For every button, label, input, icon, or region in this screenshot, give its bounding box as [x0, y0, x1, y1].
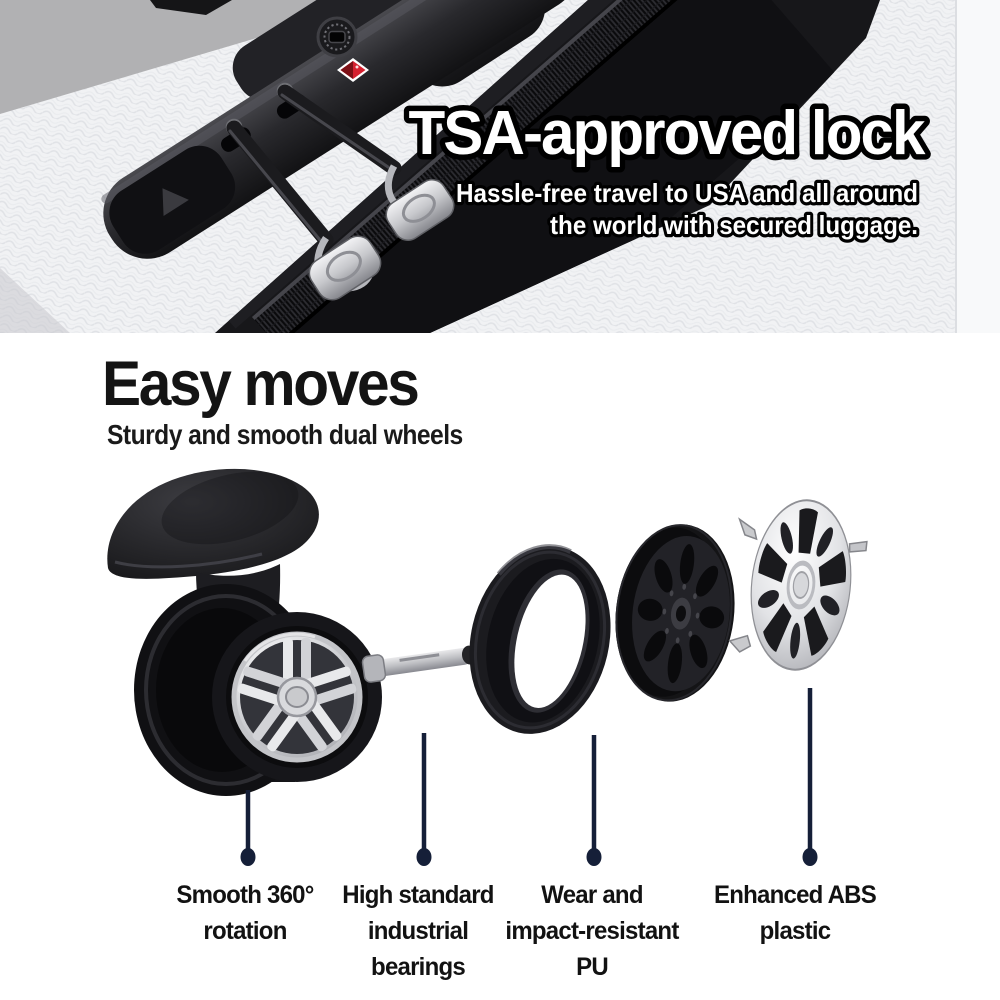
callout-dot: [417, 848, 432, 866]
dual-wheel-assembly: [107, 459, 382, 796]
cap-tab: [738, 519, 759, 539]
feature-label-line: industrial: [367, 917, 469, 945]
feature-label-line: rotation: [203, 917, 287, 945]
axle-pin: [362, 641, 479, 683]
wheel-hub-core: [606, 517, 745, 708]
abs-spoke-cap: [724, 493, 870, 676]
keyhole-icon: [329, 32, 345, 43]
feature-label-line: Wear and: [541, 881, 643, 909]
tsa-lock-photo: [0, 0, 1000, 333]
hero-subtitle-line2: the world with secured luggage.: [550, 210, 918, 240]
feature-label-line: High standard: [342, 881, 494, 909]
hero-title: TSA-approved lock: [408, 99, 926, 168]
cap-tab: [729, 634, 752, 653]
wheel-exploded-diagram: [0, 450, 1000, 870]
feature-label-line: Enhanced ABS: [714, 881, 876, 909]
callout-dot: [587, 848, 602, 866]
feature-label-line: PU: [576, 953, 608, 981]
feature-label-line: bearings: [371, 953, 465, 981]
hero-subtitle-line1: Hassle-free travel to USA and all around: [456, 178, 918, 208]
feature-label-line: Smooth 360°: [176, 881, 314, 909]
feature-label-pu: [482, 877, 703, 985]
front-wheel: [212, 612, 382, 782]
tsa-lock-photo-section: [0, 0, 1000, 333]
feature-label-abs: [685, 877, 906, 949]
callout-dot: [241, 848, 256, 866]
combination-dial: [318, 18, 356, 56]
section-heading: Easy moves: [102, 349, 418, 419]
pu-tire-ring: [451, 532, 628, 748]
section-subheading: Sturdy and smooth dual wheels: [107, 419, 463, 450]
feature-label-line: plastic: [759, 917, 831, 945]
shell-edge-highlight: [956, 0, 1000, 333]
feature-label-line: impact-resistant: [505, 917, 679, 945]
callout-dot: [803, 848, 818, 866]
cap-pin: [849, 540, 867, 554]
